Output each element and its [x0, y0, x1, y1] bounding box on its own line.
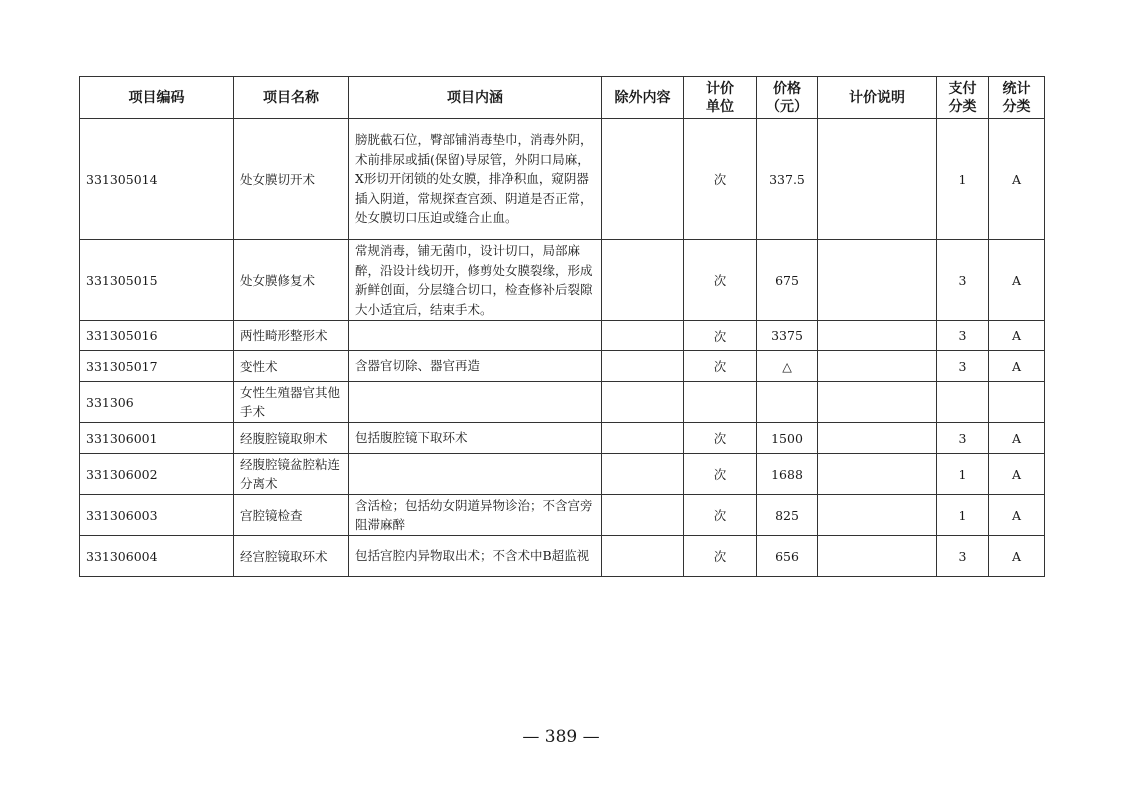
- cell-stat: A: [989, 454, 1045, 495]
- table-row: [80, 382, 1045, 423]
- table-row: [80, 240, 1045, 321]
- header-stat: [989, 77, 1045, 119]
- table-row: [80, 321, 1045, 351]
- cell-price: 337.5: [757, 119, 818, 240]
- cell-unit: 次: [684, 119, 757, 240]
- table-row: [80, 351, 1045, 382]
- cell-note: [818, 495, 937, 536]
- cell-price: 675: [757, 240, 818, 321]
- cell-price: 656: [757, 536, 818, 577]
- cell-code: 331305017: [80, 351, 234, 382]
- cell-content: 含活检；包括幼女阴道异物诊治；不含宫旁阻滞麻醉: [349, 495, 602, 536]
- cell-code: 331305014: [80, 119, 234, 240]
- cell-name: 处女膜切开术: [234, 119, 349, 240]
- cell-stat: A: [989, 119, 1045, 240]
- cell-content: [349, 321, 602, 351]
- cell-name: 经腹腔镜取卵术: [234, 423, 349, 454]
- cell-unit: 次: [684, 351, 757, 382]
- cell-unit: 次: [684, 423, 757, 454]
- cell-code: 331306004: [80, 536, 234, 577]
- cell-note: [818, 536, 937, 577]
- page-number: — 389 —: [522, 727, 600, 747]
- cell-name: 经腹腔镜盆腔粘连分离术: [234, 454, 349, 495]
- cell-unit: 次: [684, 536, 757, 577]
- table-row: [80, 454, 1045, 495]
- cell-price: [757, 382, 818, 423]
- table-row: [80, 536, 1045, 577]
- cell-content: 常规消毒，铺无菌巾，设计切口，局部麻醉，沿设计线切开，修剪处女膜裂缘，形成新鲜创面，分层缝合切口，检查修补后裂隙大小适宜后，结束手术。: [349, 240, 602, 321]
- table-header-row: [80, 77, 1045, 119]
- cell-exclusion: [602, 454, 684, 495]
- cell-payment: 3: [937, 423, 989, 454]
- header-content: 项目内涵: [349, 77, 602, 119]
- cell-stat: [989, 382, 1045, 423]
- table-row: [80, 423, 1045, 454]
- cell-note: [818, 423, 937, 454]
- cell-note: [818, 240, 937, 321]
- cell-exclusion: [602, 423, 684, 454]
- cell-name: 女性生殖器官其他手术: [234, 382, 349, 423]
- cell-unit: 次: [684, 454, 757, 495]
- cell-name: 宫腔镜检查: [234, 495, 349, 536]
- cell-note: [818, 382, 937, 423]
- header-price-line1: 价格: [773, 80, 801, 97]
- table-row: [80, 119, 1045, 240]
- cell-exclusion: [602, 495, 684, 536]
- cell-name: 两性畸形整形术: [234, 321, 349, 351]
- cell-name: 变性术: [234, 351, 349, 382]
- cell-code: 331306: [80, 382, 234, 423]
- cell-note: [818, 321, 937, 351]
- cell-content: 包括腹腔镜下取环术: [349, 423, 602, 454]
- cell-payment: 1: [937, 495, 989, 536]
- cell-code: 331306002: [80, 454, 234, 495]
- cell-name: 经宫腔镜取环术: [234, 536, 349, 577]
- header-payment: [937, 77, 989, 119]
- cell-name: 处女膜修复术: [234, 240, 349, 321]
- cell-note: [818, 119, 937, 240]
- table-row: [80, 495, 1045, 536]
- cell-note: [818, 351, 937, 382]
- cell-price: 1688: [757, 454, 818, 495]
- header-payment-line2: 分类: [948, 98, 977, 115]
- cell-payment: 3: [937, 321, 989, 351]
- header-unit: [684, 77, 757, 119]
- cell-content: 包括宫腔内异物取出术；不含术中B超监视: [349, 536, 602, 577]
- cell-stat: A: [989, 423, 1045, 454]
- cell-payment: 3: [937, 351, 989, 382]
- cell-price: 1500: [757, 423, 818, 454]
- header-payment-line1: 支付: [948, 80, 977, 97]
- cell-stat: A: [989, 351, 1045, 382]
- cell-code: 331306003: [80, 495, 234, 536]
- cell-exclusion: [602, 240, 684, 321]
- cell-price: △: [757, 351, 818, 382]
- cell-exclusion: [602, 119, 684, 240]
- cell-payment: [937, 382, 989, 423]
- header-unit-line1: 计价: [706, 80, 734, 97]
- header-note: 计价说明: [818, 77, 937, 119]
- cell-exclusion: [602, 351, 684, 382]
- price-table: [79, 76, 1045, 577]
- cell-exclusion: [602, 536, 684, 577]
- cell-unit: 次: [684, 321, 757, 351]
- cell-price: 825: [757, 495, 818, 536]
- header-exclusion: 除外内容: [602, 77, 684, 119]
- cell-code: 331306001: [80, 423, 234, 454]
- cell-price: 3375: [757, 321, 818, 351]
- header-price: [757, 77, 818, 119]
- cell-payment: 3: [937, 536, 989, 577]
- header-price-line2: （元）: [766, 98, 808, 115]
- cell-payment: 3: [937, 240, 989, 321]
- header-stat-line1: 统计: [1002, 80, 1031, 97]
- header-name: 项目名称: [234, 77, 349, 119]
- cell-payment: 1: [937, 454, 989, 495]
- cell-code: 331305015: [80, 240, 234, 321]
- cell-content: 含器官切除、器官再造: [349, 351, 602, 382]
- cell-stat: A: [989, 495, 1045, 536]
- cell-unit: 次: [684, 240, 757, 321]
- cell-unit: 次: [684, 495, 757, 536]
- header-unit-line2: 单位: [706, 98, 734, 115]
- cell-stat: A: [989, 536, 1045, 577]
- cell-stat: A: [989, 321, 1045, 351]
- cell-exclusion: [602, 321, 684, 351]
- header-code: 项目编码: [80, 77, 234, 119]
- cell-exclusion: [602, 382, 684, 423]
- header-stat-line2: 分类: [1002, 98, 1031, 115]
- cell-code: 331305016: [80, 321, 234, 351]
- cell-content: 膀胱截石位，臀部铺消毒垫巾，消毒外阴，术前排尿或插(保留)导尿管，外阴口局麻，X形切开闭锁的处女膜，排净积血，窥阴器插入阴道，常规探查宫颈、阴道是否正常，处女膜切口压迫或缝合止血。: [349, 119, 602, 240]
- cell-content: [349, 454, 602, 495]
- cell-stat: A: [989, 240, 1045, 321]
- cell-note: [818, 454, 937, 495]
- cell-content: [349, 382, 602, 423]
- cell-unit: [684, 382, 757, 423]
- cell-payment: 1: [937, 119, 989, 240]
